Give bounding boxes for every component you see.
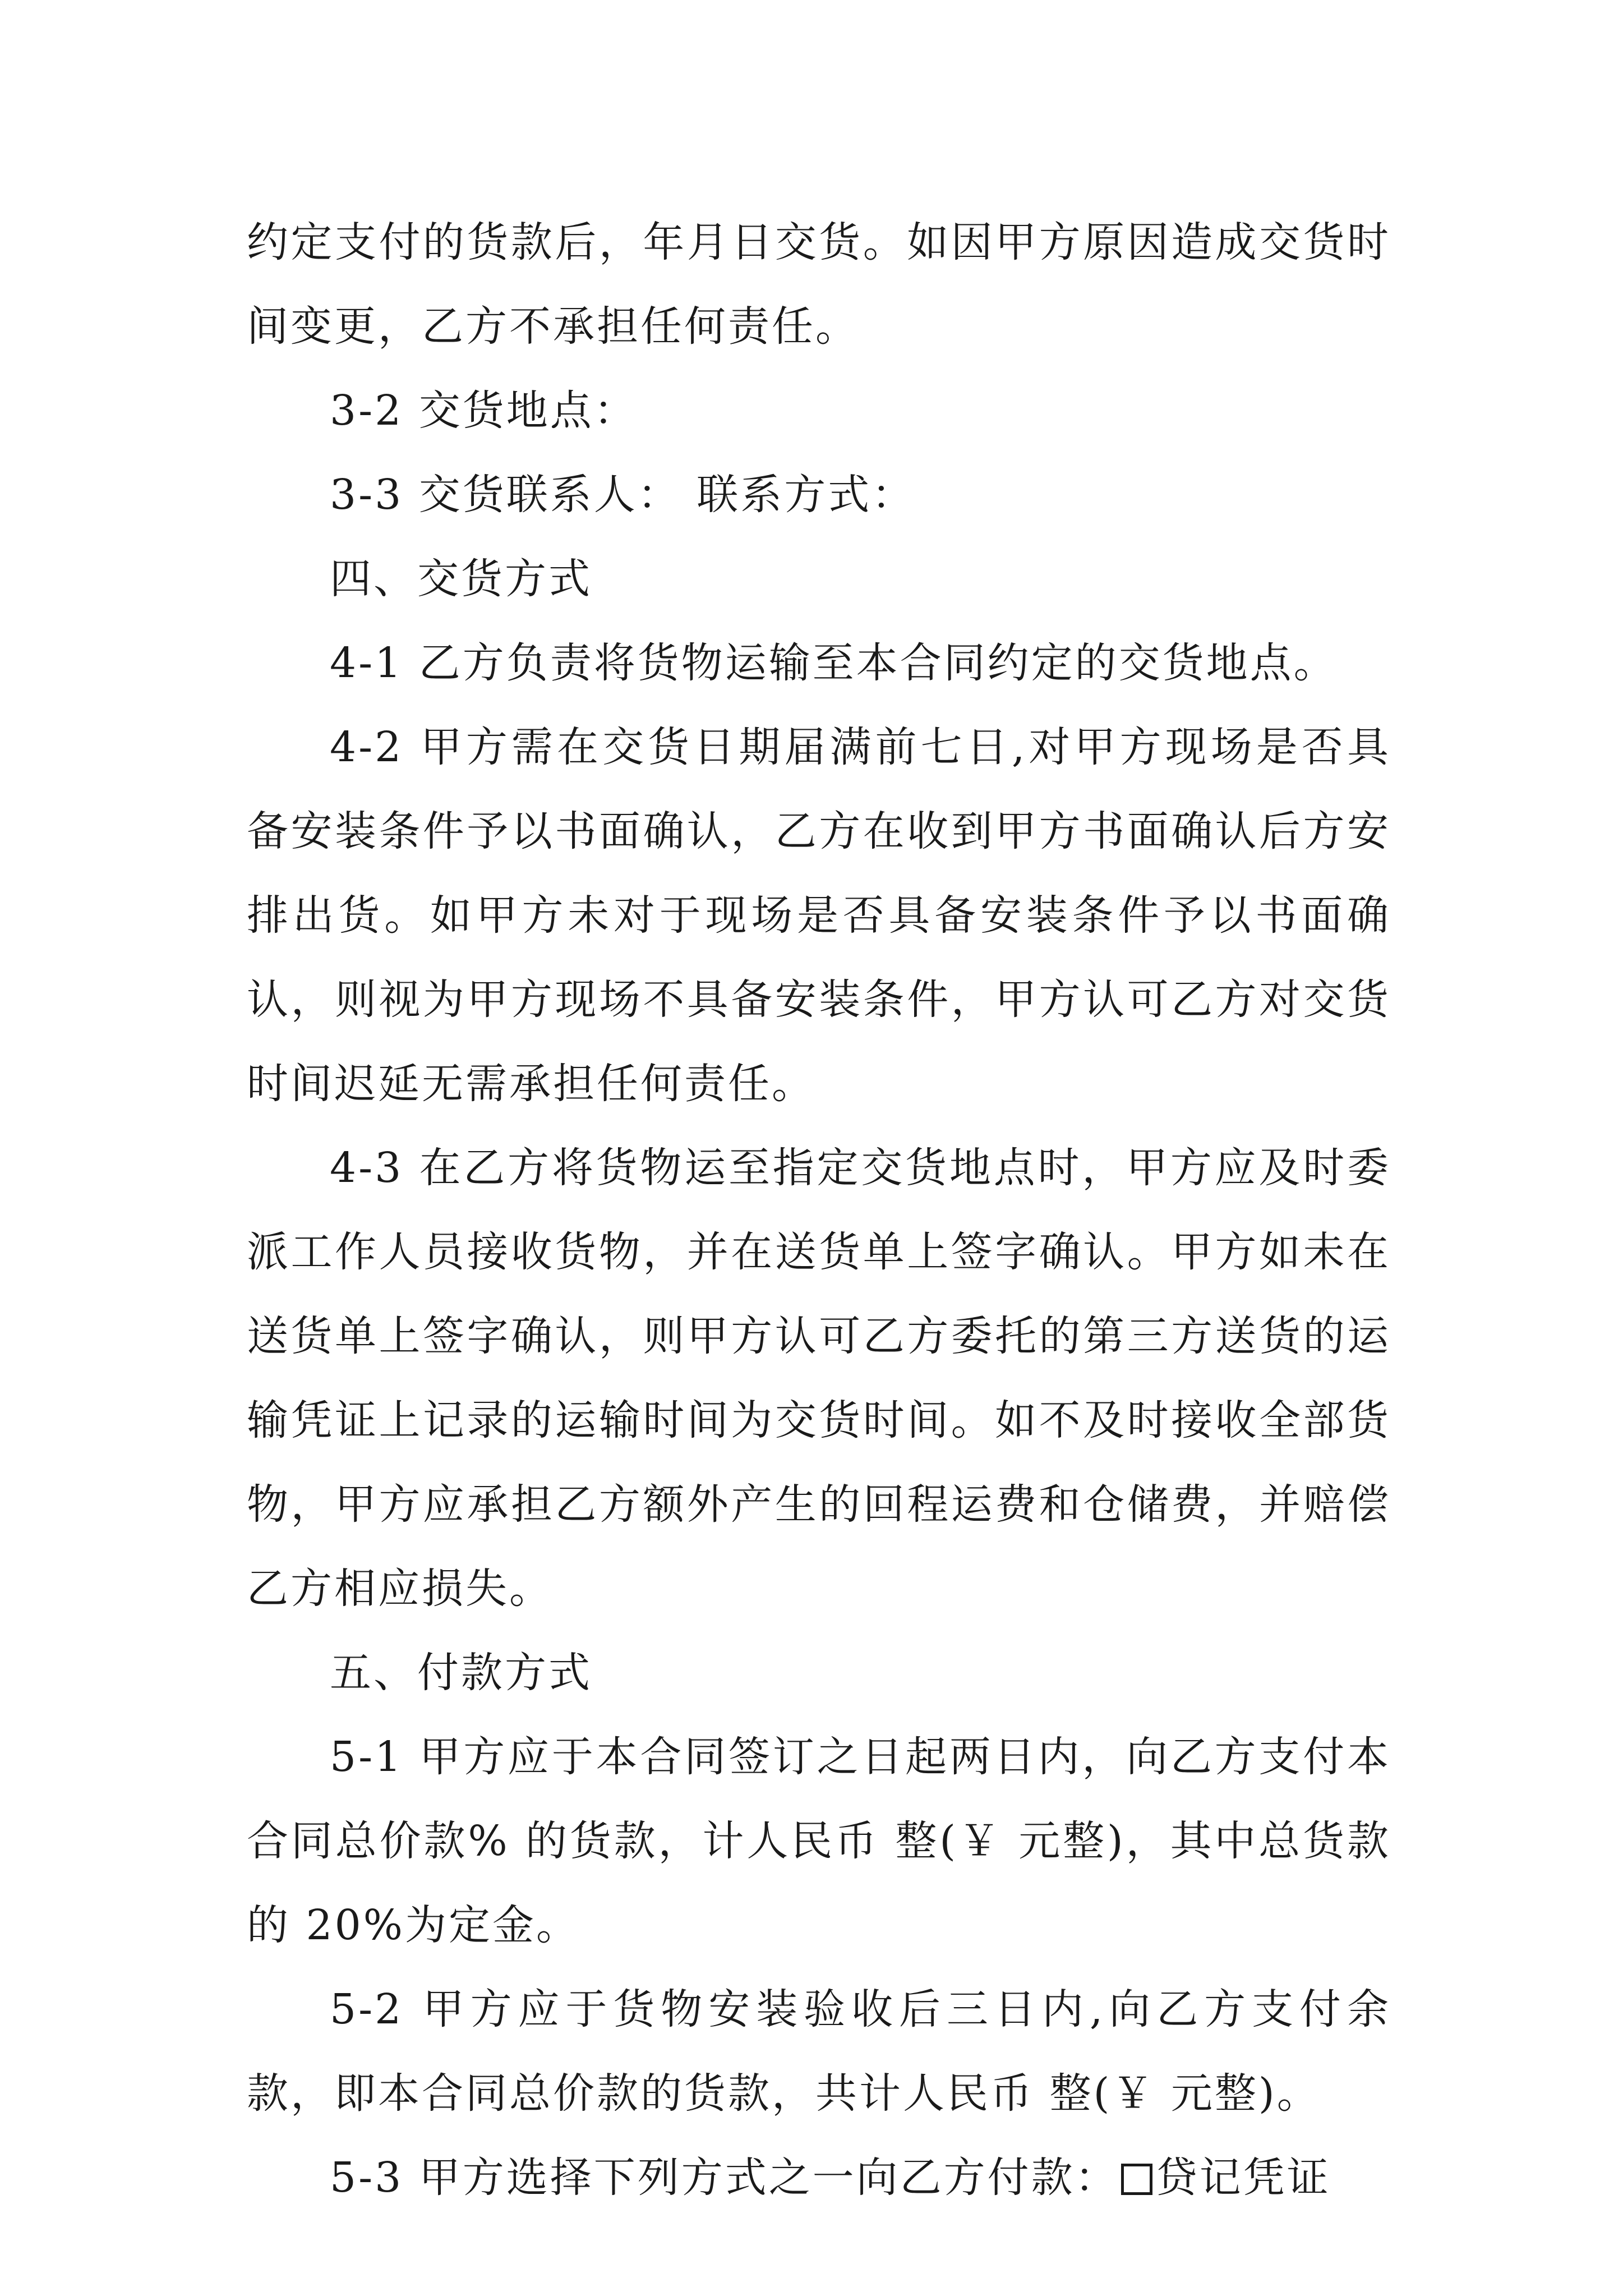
- paragraph-clause-4-2: 4-2 甲方需在交货日期届满前七日,对甲方现场是否具备安装条件予以书面确认，乙方在收到甲方书面确认后方安排出货。如甲方未对于现场是否具备安装条件予以书面确认，则视为甲方现场不具备安装条件，甲方认可乙方对交货时间迟延无需承担任何责任。: [247, 723, 1391, 1108]
- section-heading-delivery-method: 四、交货方式: [330, 555, 592, 603]
- paragraph-clause-5-1: 5-1 甲方应于本合同签订之日起两日内，向乙方支付本合同总价款% 的货款，计人民币 整(￥ 元整)，其中总货款的 20%为定金。: [247, 1733, 1391, 1949]
- paragraph-delivery-contact: 3-3 交货联系人： 联系方式：: [330, 471, 916, 519]
- document-body: [247, 200, 1391, 2220]
- paragraph-clause-4-3: 4-3 在乙方将货物运至指定交货地点时，甲方应及时委派工作人员接收货物，并在送货单上签字确认。甲方如未在送货单上签字确认，则甲方认可乙方委托的第三方送货的运输凭证上记录的运输时间为交货时间。如不及时接收全部货物，甲方应承担乙方额外产生的回程运费和仓储费，并赔偿乙方相应损失。: [247, 1144, 1391, 1613]
- paragraph-clause-4-1: 4-1 乙方负责将货物运输至本合同约定的交货地点。: [330, 639, 1338, 687]
- clause-5-3-text: 5-3 甲方选择下列方式之一向乙方付款：: [330, 2154, 1119, 2202]
- checkbox-icon[interactable]: [1121, 2164, 1152, 2195]
- payment-option-label: 贷记凭证: [1155, 2154, 1331, 2202]
- paragraph-clause-5-3: [247, 2136, 1391, 2220]
- section-heading-payment-method: 五、付款方式: [330, 1649, 592, 1697]
- paragraph-delivery-location: 3-2 交货地点：: [330, 386, 638, 435]
- paragraph-clause-5-2: 5-2 甲方应于货物安装验收后三日内,向乙方支付余款，即本合同总价款的货款，共计人民币 整(￥ 元整)。: [247, 1985, 1391, 2118]
- paragraph-delivery-time: 约定支付的货款后，年月日交货。如因甲方原因造成交货时间变更，乙方不承担任何责任。: [247, 218, 1391, 351]
